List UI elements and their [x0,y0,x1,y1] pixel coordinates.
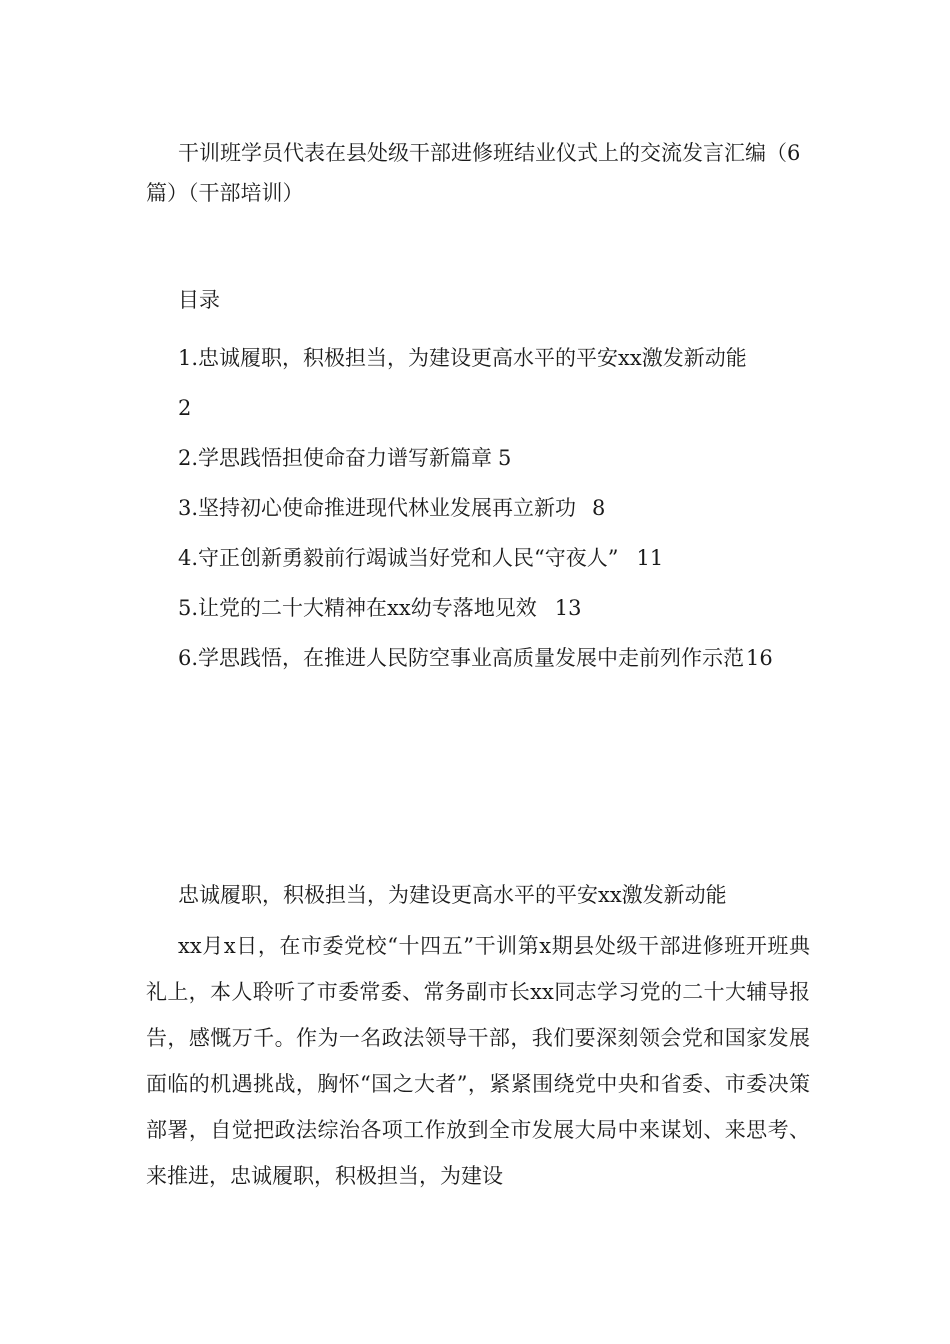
toc-item-label: 4.守正创新勇毅前行竭诚当好党和人民“守夜人” [178,546,619,570]
toc-item-page: 16 [746,646,773,670]
toc-item-page: 8 [592,496,606,520]
toc-item-label: 6.学思践悟，在推进人民防空事业高质量发展中走前列作示范 [178,646,745,670]
toc-item[interactable] [178,433,818,483]
toc-item[interactable] [178,633,818,683]
toc-item-page: 11 [636,546,664,570]
toc-item-page: 5 [498,446,512,470]
document-title: 干训班学员代表在县处级干部进修班结业仪式上的交流发言汇编（6篇）（干部培训） [146,141,801,205]
toc-item[interactable] [178,333,818,433]
section-title: 忠诚履职，积极担当，为建设更高水平的平安xx激发新动能 [178,883,727,907]
body-paragraph: xx月x日，在市委党校“十四五”干训第x期县处级干部进修班开班典礼上，本人聆听了市委常委、常务副市长xx同志学习党的二十大辅导报告，感慨万千。作为一名政法领导干部，我们要深刻领会党和国家发展面临的机遇挑战，胸怀“国之大者”，紧紧围绕党中央和省委、市委决策部署，自觉把政法综治各项工作放到全市发展大局中来谋划、来思考、来推进，忠诚履职，积极担当，为建设 [146,934,810,1188]
toc-item-page: 13 [554,596,582,620]
toc-item-label: 5.让党的二十大精神在xx幼专落地见效 [178,596,537,620]
toc-item-label: 3.坚持初心使命推进现代林业发展再立新功 [178,496,577,520]
toc-item[interactable] [178,483,818,533]
toc-item-page: 2 [178,396,192,420]
toc-heading: 目录 [178,288,220,312]
toc-item-label: 1.忠诚履职，积极担当，为建设更高水平的平安xx激发新动能 [178,346,747,370]
toc-item[interactable] [178,583,818,633]
table-of-contents [178,333,818,683]
toc-item[interactable] [178,533,818,583]
toc-item-label: 2.学思践悟担使命奋力谱写新篇章 [178,446,493,470]
